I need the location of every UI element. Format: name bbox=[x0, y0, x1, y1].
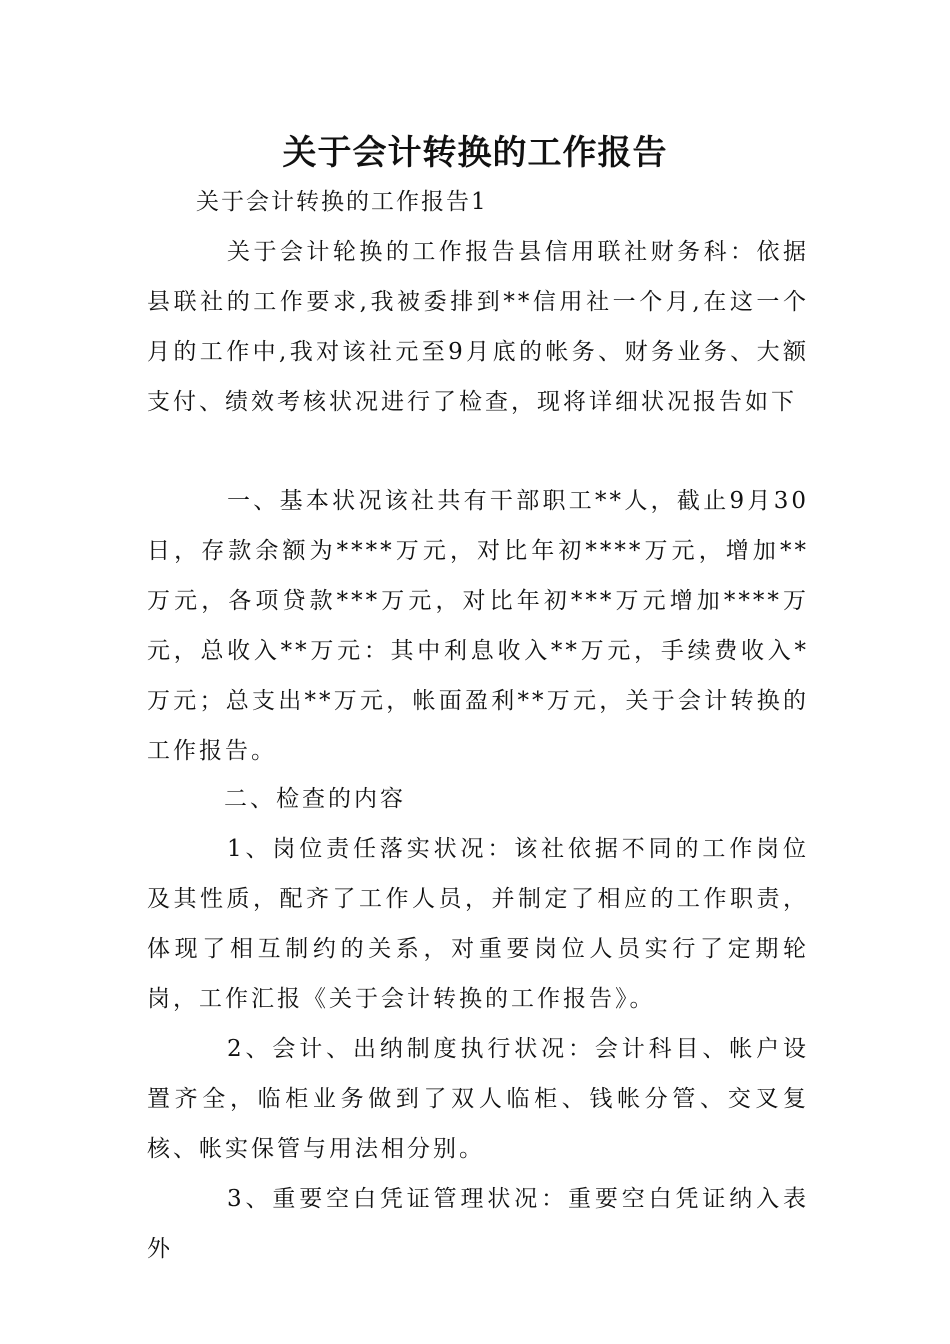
intro-paragraph: 关于会计轮换的工作报告县信用联社财务科：依据县联社的工作要求,我被委排到**信用社一个月,在这一个月的工作中,我对该社元至9月底的帐务、财务业务、大额支付、绩效考核状况进行了检查，现将详细状况报告如下 bbox=[147, 239, 809, 415]
basic-situation-paragraph: 一、基本状况该社共有干部职工**人，截止9月30日，存款余额为****万元，对比年初****万元，增加**万元，各项贷款***万元，对比年初***万元增加****万元，总收入**万元：其中利息收入**万元，手续费收入*万元；总支出**万元，帐面盈利**万元，关于会计转换的工作报告。 bbox=[147, 488, 809, 764]
document-subtitle: 关于会计转换的工作报告1 bbox=[196, 189, 488, 215]
section-heading-inspection: 二、检查的内容 bbox=[224, 786, 406, 812]
item-2-paragraph: 2、会计、出纳制度执行状况：会计科目、帐户设置齐全，临柜业务做到了双人临柜、钱帐分管、交叉复核、帐实保管与用法相分别。 bbox=[147, 1036, 809, 1162]
item-3-paragraph: 3、重要空白凭证管理状况：重要空白凭证纳入表外 bbox=[147, 1186, 809, 1262]
document-title: 关于会计转换的工作报告 bbox=[282, 133, 668, 173]
item-1-paragraph: 1、岗位责任落实状况：该社依据不同的工作岗位及其性质，配齐了工作人员，并制定了相应的工作职责，体现了相互制约的关系，对重要岗位人员实行了定期轮岗，工作汇报《关于会计转换的工作报告》。 bbox=[147, 836, 809, 1012]
